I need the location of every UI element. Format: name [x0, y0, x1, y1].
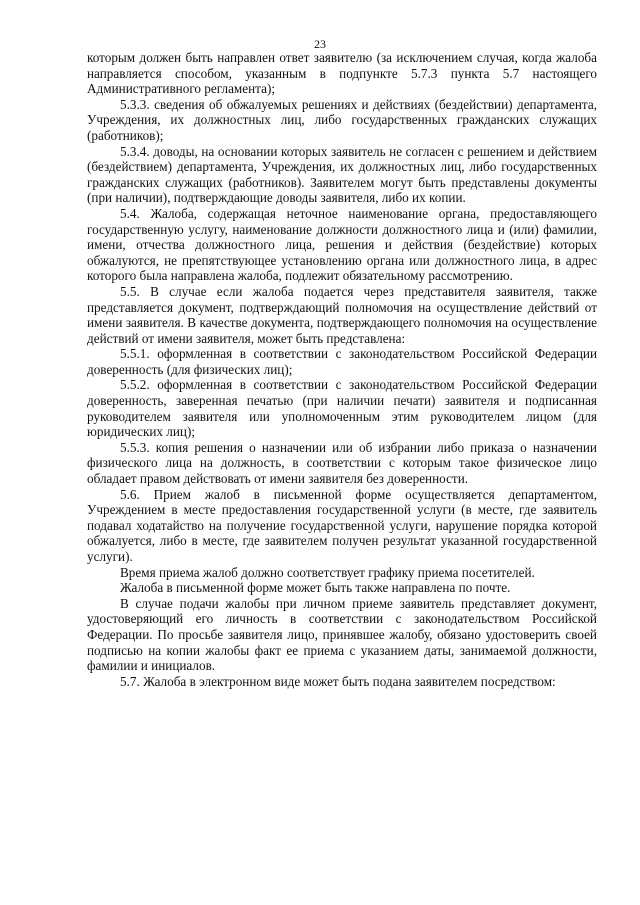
paragraph-5-5-2: 5.5.2. оформленная в соответствии с законодательством Российской Федерации доверенность, заверенная печатью (при наличии печати) заявителя и подписанная руководителем заявителя или уполномоченным этим руководителем лицом (для юридических лиц);: [87, 377, 597, 440]
document-body: [87, 50, 597, 689]
page-number: 23: [314, 37, 326, 51]
paragraph-5-5-1: 5.5.1. оформленная в соответствии с законодательством Российской Федерации доверенность (для физических лиц);: [87, 346, 597, 377]
paragraph-personal-reception: В случае подачи жалобы при личном приеме заявитель представляет документ, удостоверяющий его личность в соответствии с законодательством Российской Федерации. По просьбе заявителя лицо, принявшее жалобу, обязано удостоверить своей подписью на копии жалобы факт ее приема с указанием даты, занимаемой должности, фамилии и инициалов.: [87, 595, 597, 674]
paragraph-schedule: Время приема жалоб должно соответствует графику приема посетителей.: [120, 564, 535, 580]
paragraph-5-3-4: 5.3.4. доводы, на основании которых заявитель не согласен с решением и действием (бездействием) департамента, Учреждения, их должностных лиц, либо государственных гражданских служащих (работников). Заявителем могут быть представлены документы (при наличии), подтверждающие доводы заявителя, либо их копии.: [87, 143, 597, 206]
paragraph-5-3-3: 5.3.3. сведения об обжалуемых решениях и действиях (бездействии) департамента, Учреждения, их должностных лиц, либо государственных гражданских служащих (работников);: [87, 96, 597, 143]
paragraph-5-5: 5.5. В случае если жалоба подается через представителя заявителя, также представляется документ, подтверждающий полномочия на осуществление действий от имени заявителя. В качестве документа, подтверждающего полномочия на осуществление действий от имени заявителя, может быть представлена:: [87, 283, 597, 346]
paragraph-5-5-3: 5.5.3. копия решения о назначении или об избрании либо приказа о назначении физического лица на должность, в соответствии с которым такое физическое лицо обладает правом действовать от имени заявителя без доверенности.: [87, 439, 597, 487]
paragraph-5-4: 5.4. Жалоба, содержащая неточное наименование органа, предоставляющего государственную услугу, наименование должности должностного лица и (или) фамилии, имени, отчества должностного лица, решения и действия (бездействие) которых обжалуются, не препятствующее установлению органа или должностного лица, в адрес которого была направлена жалоба, подлежит обязательному рассмотрению.: [87, 205, 597, 284]
paragraph-5-6: 5.6. Прием жалоб в письменной форме осуществляется департаментом, Учреждением в месте предоставления государственной услуги (в месте, где заявитель подавал ходатайство на получение государственной услуги, нарушение порядка которой обжалуется, либо в месте, где заявителем получен результат указанной государственной услуги).: [87, 486, 597, 564]
paragraph-5-7: 5.7. Жалоба в электронном виде может быть подана заявителем посредством:: [120, 673, 556, 689]
paragraph-mail: Жалоба в письменной форме может быть также направлена по почте.: [120, 580, 511, 596]
paragraph-continuation: которым должен быть направлен ответ заявителю (за исключением случая, когда жалоба направляется способом, указанным в подпункте 5.7.3 пункта 5.7 настоящего Административного регламента);: [87, 50, 597, 97]
